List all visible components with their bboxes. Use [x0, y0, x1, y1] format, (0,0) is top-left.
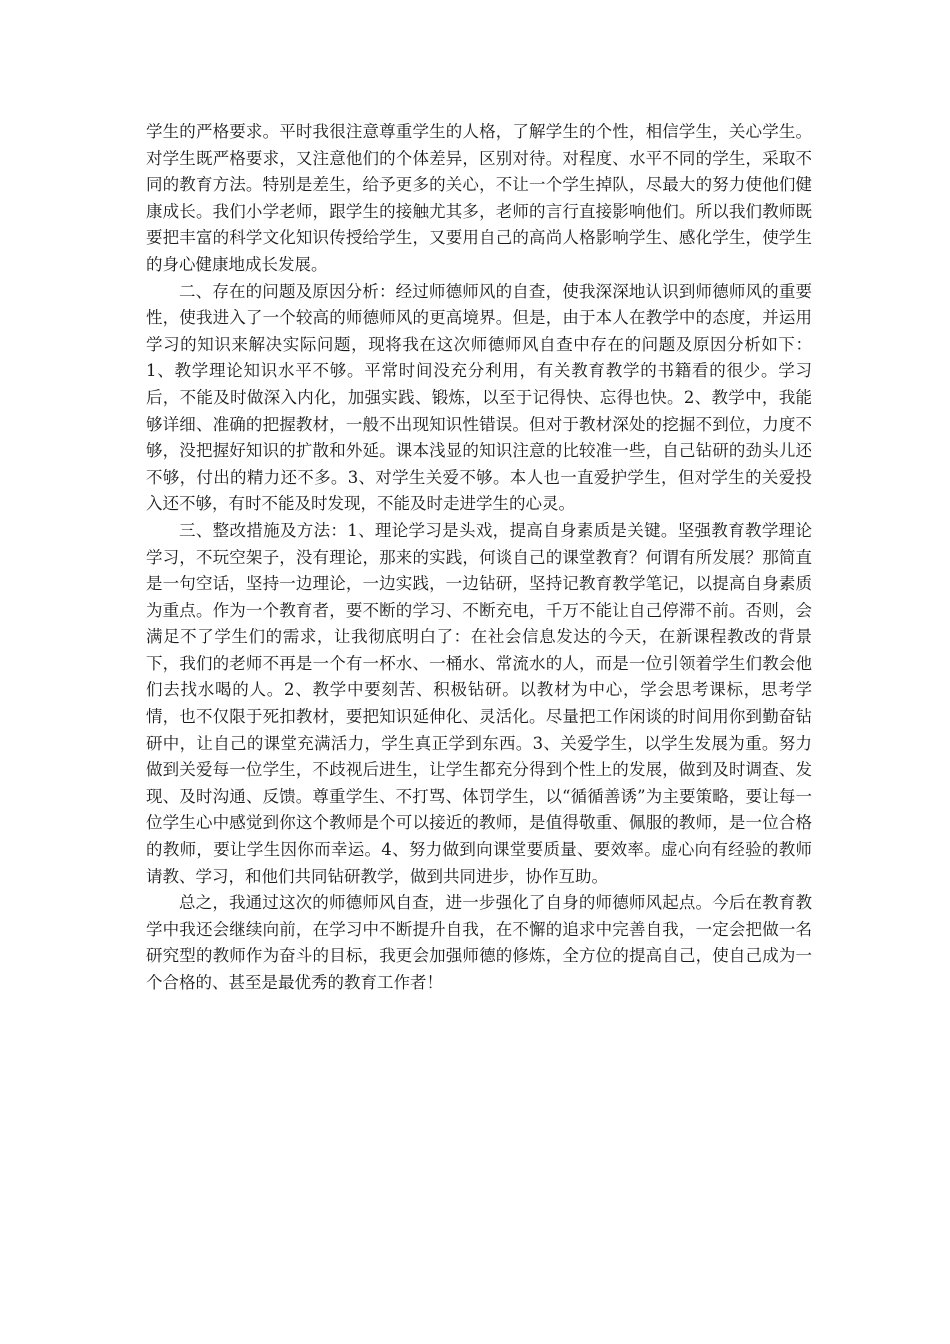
- paragraph-conclusion: 总之，我通过这次的师德师风自查，进一步强化了自身的师德师风起点。今后在教育教学中我还会继续向前，在学习中不断提升自我，在不懈的追求中完善自我，一定会把做一名研究型的教师作为奋斗的目标，我更会加强师德的修炼，全方位的提高自己，使自己成为一个合格的、甚至是最优秀的教育工作者！: [146, 893, 812, 992]
- document-page: [146, 119, 812, 997]
- paragraph-problems-analysis: 二、存在的问题及原因分析：经过师德师风的自查，使我深深地认识到师德师风的重要性，使我进入了一个较高的师德师风的更高境界。但是，由于本人在教学中的态度，并运用学习的知识来解决实际问题，现将我在这次师德师风自查中存在的问题及原因分析如下：1、教学理论知识水平不够。平常时间没充分利用，有关教育教学的书籍看的很少。学习后，不能及时做深入内化，加强实践、锻炼，以至于记得快、忘得也快。2、教学中，我能够详细、准确的把握教材，一般不出现知识性错误。但对于教材深处的挖掘不到位，力度不够，没把握好知识的扩散和外延。课本浅显的知识注意的比较准一些，自己钻研的劲头儿还不够，付出的精力还不多。3、对学生关爱不够。本人也一直爱护学生，但对学生的关爱投入还不够，有时不能及时发现，不能及时走进学生的心灵。: [146, 281, 812, 514]
- paragraph-rectification-measures: 三、整改措施及方法：1、理论学习是头戏，提高自身素质是关键。坚强教育教学理论学习，不玩空架子，没有理论，那来的实践，何谈自己的课堂教育？何谓有所发展？那简直是一句空话，坚持一边理论，一边实践，一边钻研，坚持记教育教学笔记，以提高自身素质为重点。作为一个教育者，要不断的学习、不断充电，千万不能让自己停滞不前。否则，会满足不了学生们的需求，让我彻底明白了：在社会信息发达的今天，在新课程教改的背景下，我们的老师不再是一个有一杯水、一桶水、常流水的人，而是一位引领着学生们教会他们去找水喝的人。2、教学中要刻苦、积极钻研。以教材为中心，学会思考课标，思考学情，也不仅限于死扣教材，要把知识延伸化、灵活化。尽量把工作闲谈的时间用你到勤奋钻研中，让自己的课堂充满活力，学生真正学到东西。3、关爱学生，以学生发展为重。努力做到关爱每一位学生，不歧视后进生，让学生都充分得到个性上的发展，做到及时调查、发现、及时沟通、反馈。尊重学生、不打骂、体罚学生，以“循循善诱”为主要策略，要让每一位学生心中感觉到你这个教师是个可以接近的教师，是值得敬重、佩服的教师，是一位合格的教师，要让学生因你而幸运。4、努力做到向课堂要质量、要效率。虚心向有经验的教师请教、学习，和他们共同钻研教学，做到共同进步，协作互助。: [146, 520, 812, 886]
- paragraph-intro-continuation: 学生的严格要求。平时我很注意尊重学生的人格，了解学生的个性，相信学生，关心学生。对学生既严格要求，又注意他们的个体差异，区别对待。对程度、水平不同的学生，采取不同的教育方法。特别是差生，给予更多的关心，不让一个学生掉队，尽最大的努力使他们健康成长。我们小学老师，跟学生的接触尤其多，老师的言行直接影响他们。所以我们教师既要把丰富的科学文化知识传授给学生，又要用自己的高尚人格影响学生、感化学生，使学生的身心健康地成长发展。: [146, 122, 812, 274]
